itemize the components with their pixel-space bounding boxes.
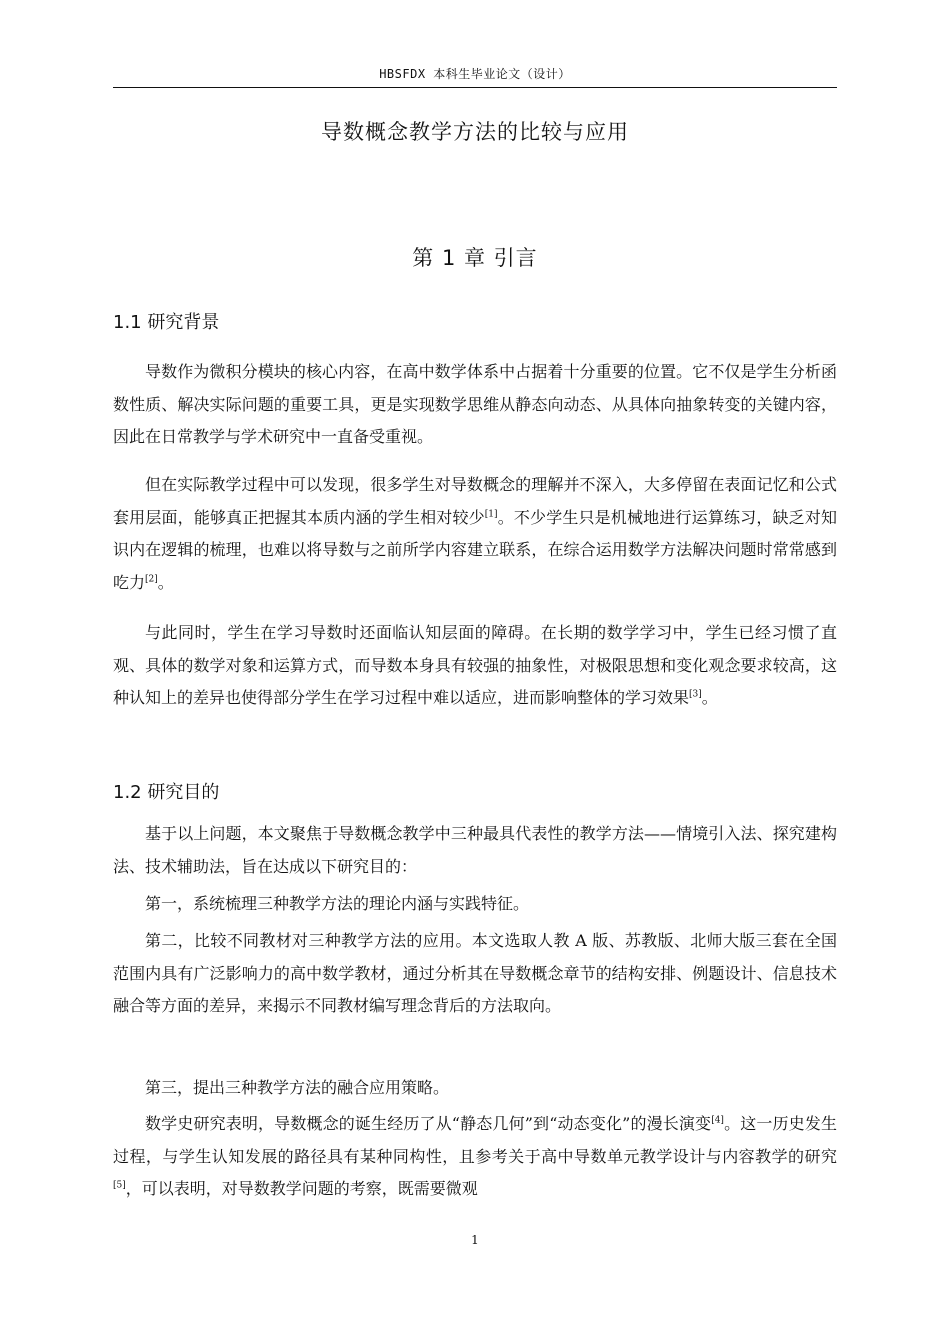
citation: [2]: [145, 574, 158, 585]
section-heading-1-2: 1.2 研究目的: [113, 782, 220, 803]
paragraph-text: ，可以表明，对导数教学问题的考察，既需要微观: [125, 1179, 478, 1198]
paragraph-text: 数学史研究表明，导数概念的诞生经历了从“静态几何”到“动态变化”的漫长演变: [145, 1114, 712, 1133]
paragraph-text: 。: [157, 572, 174, 592]
running-header: HBSFDX 本科生毕业论文（设计）: [113, 66, 837, 88]
paragraph: [113, 617, 837, 715]
paragraph-text: 。不少学生只是机械地进行运算练习，缺乏对知识内在逻辑的梳理，也难以将导数与之前所学内容建立联系，在综合运用数学方法解决问题时常常感到吃力: [113, 507, 837, 592]
chapter-heading: 第 1 章 引言: [412, 246, 538, 270]
paragraph-text: 与此同时，学生在学习导数时还面临认知层面的障碍。在长期的数学学习中，学生已经习惯了直观、具体的数学对象和运算方式，而导数本身具有较强的抽象性，对极限思想和变化观念要求较高，这种认知上的差异也使得部分学生在学习过程中难以适应，进而影响整体的学习效果: [113, 623, 837, 707]
paragraph-text: 。: [701, 688, 718, 707]
citation: [3]: [689, 689, 702, 700]
paragraph: [113, 1108, 837, 1206]
paragraph: 导数作为微积分模块的核心内容，在高中数学体系中占据着十分重要的位置。它不仅是学生分析函数性质、解决实际问题的重要工具，更是实现数学思维从静态向动态、从具体向抽象转变的关键内容，因此在日常教学与学术研究中一直备受重视。: [113, 362, 837, 446]
paragraph: 第一，系统梳理三种教学方法的理论内涵与实践特征。: [145, 894, 530, 913]
citation: [5]: [113, 1180, 126, 1191]
thesis-title: 导数概念教学方法的比较与应用: [321, 120, 629, 144]
paragraph: 第二，比较不同教材对三种教学方法的应用。本文选取人教 A 版、苏教版、北师大版三套在全国范围内具有广泛影响力的高中数学教材，通过分析其在导数概念章节的结构安排、例题设计、信息技术融合等方面的差异，来揭示不同教材编写理念背后的方法取向。: [113, 931, 837, 1015]
paragraph: [113, 469, 837, 599]
section-heading-1-1: 1.1 研究背景: [113, 312, 220, 333]
citation: [4]: [711, 1115, 724, 1126]
paragraph: 第三，提出三种教学方法的融合应用策略。: [145, 1078, 450, 1097]
citation: [1]: [484, 509, 498, 520]
page-number: 1: [471, 1233, 479, 1247]
paragraph-text: 。这一历史发生过程，与学生认知发展的路径具有某种同构性，且参考关于高中导数单元教学设计与内容教学的研究: [113, 1114, 837, 1166]
paragraph: 基于以上问题，本文聚焦于导数概念教学中三种最具代表性的教学方法——情境引入法、探究建构法、技术辅助法，旨在达成以下研究目的：: [113, 824, 837, 876]
paragraph-text: 但在实际教学过程中可以发现，很多学生对导数概念的理解并不深入，大多停留在表面记忆和公式套用层面，能够真正把握其本质内涵的学生相对较少: [113, 475, 837, 527]
